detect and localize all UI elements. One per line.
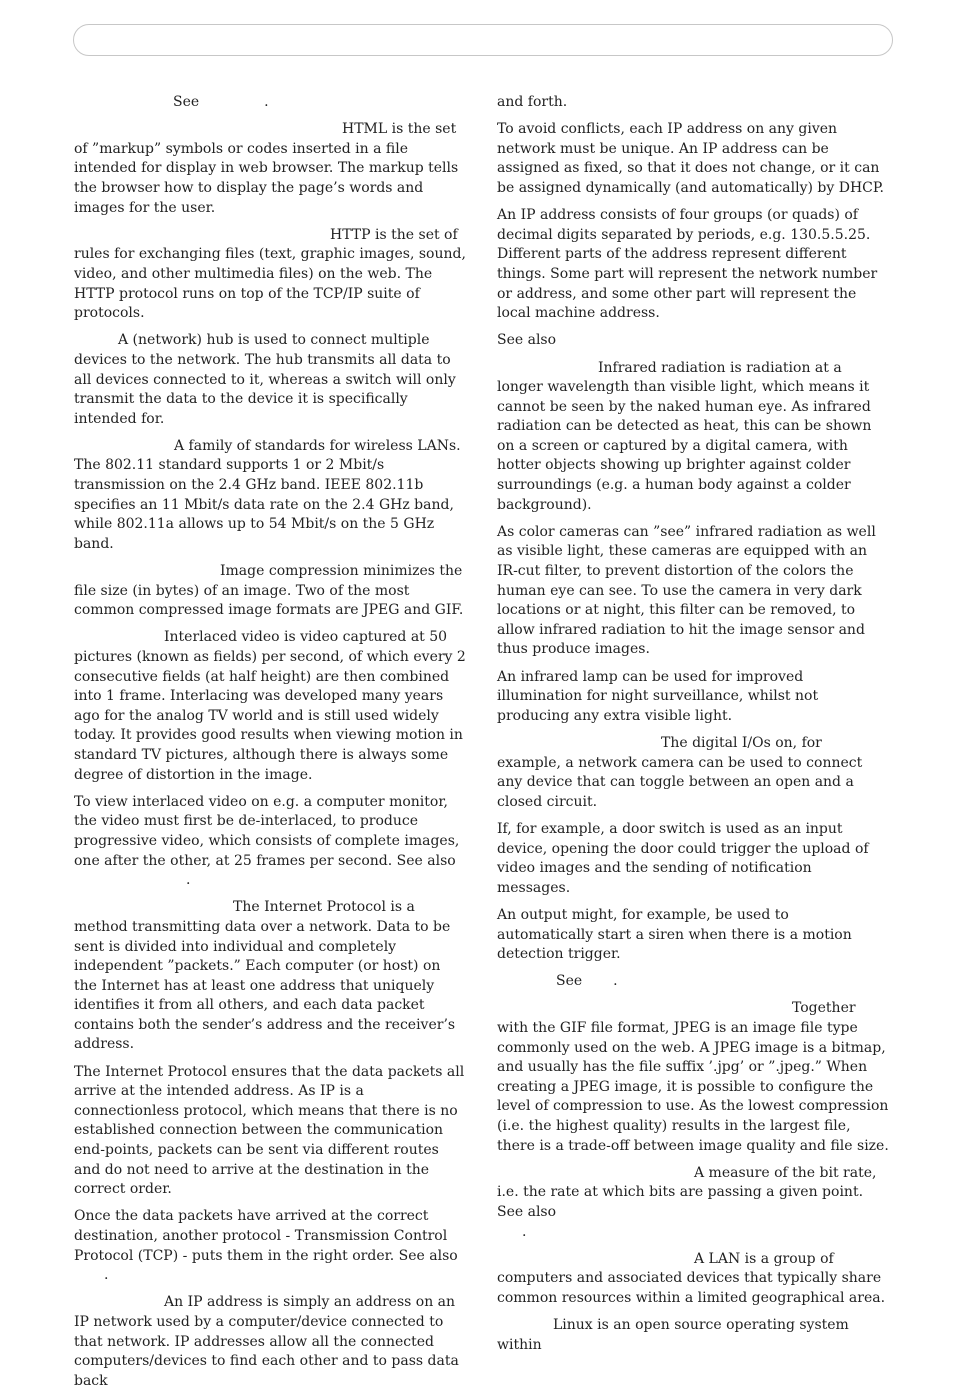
lan-definition: A LAN is a group of computers and associated devices that typically share common resources within a limited geographical area. [497,1250,886,1306]
page-header-bar [73,24,893,56]
paragraph-tcp [74,1207,466,1285]
deinterlacing-text: To view interlaced video on e.g. a computer monitor, the video must first be de-interlaced, to produce progressive video, which consists of complete images, one after the other, at 25 frames per second. See also [74,793,460,869]
ip-address-definition: An IP address is simply an address on an IP network used by a computer/device connected to that network. IP addresses allow all the connected computers/devices to find each other and to pass data back [74,1294,459,1389]
continuation-text: and forth. [497,94,568,110]
jpeg-definition: Together with the GIF file format, JPEG is an image file type commonly used on the web. A JPEG image is a bitmap, and usually has the file suffix ’.jpg’ or ”.jpeg.” When creating a JPEG image, it is possible to configure the level of compression to use. As the lowest compression (i.e. the highest quality) results in the largest file, there is a trade-off between image quality and file size. [497,1000,889,1154]
paragraph-hub [74,331,466,429]
kbit-definition: A measure of the bit rate, i.e. the rate at which bits are passing a given point. See also [497,1164,877,1220]
see-text: See [556,973,583,990]
ip-conflicts-text: To avoid conflicts, each IP address on any given network must be unique. An IP address can be assigned as fixed, so that it does not change, or it can be assigned dynamically (and automatically) by DHCP. [497,121,884,196]
paragraph-jpeg [497,999,889,1156]
paragraph-door-switch [497,820,889,898]
ip-definition: The Internet Protocol is a method transmitting data over a network. Data to be sent is divided into individual and completely independent ”packets.” Each computer (or host) on the Internet has at least one address that uniquely identifies it from all others, and each data packet contains both the sender’s address and the receiver’s address. [74,899,456,1053]
paragraph-siren [497,906,889,965]
paragraph-kbit [497,1164,889,1242]
paragraph-ip-delivery [74,1063,466,1200]
paragraph-deinterlacing [74,793,466,891]
paragraph-html [74,120,466,218]
hub-definition: A (network) hub is used to connect multiple devices to the network. The hub transmits all data to all devices connected to it, whereas a switch will only transmit the data to the device it is specifically intended for. [74,332,456,427]
paragraph-ip-address [74,1293,466,1391]
paragraph-infrared [497,359,889,516]
see-also-text: See also [497,332,557,349]
ir-cut-text: As color cameras can ”see” infrared radiation as well as visible light, these cameras are equipped with an IR-cut filter, to prevent distortion of the colors the human eye can see. To use the camera in very dark locations or at night, this filter can be removed, to allow infrared radiation to hit the image sensor and thus produce images. [497,523,876,658]
reference-end: . [186,872,191,889]
paragraph-ip-format [497,206,889,324]
right-column [497,93,889,1363]
see-text: See [173,94,200,110]
paragraph-ip [74,898,466,1055]
paragraph-interlacing [74,628,466,785]
paragraph-ieee [74,437,466,555]
html-definition: HTML is the set of ”markup” symbols or codes inserted in a file intended for display in web browser. The markup tells the browser how to display the page’s words and images for the user. [74,121,459,216]
http-definition: HTTP is the set of rules for exchanging files (text, graphic images, sound, video, and other multimedia files) on the web. The HTTP protocol runs on top of the TCP/IP suite of protocols. [74,226,466,322]
reference-end: . [522,1223,527,1240]
paragraph-image-compression [74,562,466,621]
paragraph-linux [497,1316,889,1355]
paragraph-ir-cut [497,523,889,660]
paragraph-see-reference-right [497,972,889,992]
interlacing-definition: Interlaced video is video captured at 50 pictures (known as fields) per second, of which every 2 consecutive fields (at half height) are then combined into 1 frame. Interlacing was developed many years ago for the analog TV world and is still used widely today. It provides good results when viewing motion in standard TV pictures, although there is always some degree of distortion in the image. [74,629,466,783]
paragraph-see-reference [74,93,466,113]
image-compression-definition: Image compression minimizes the file size (in bytes) of an image. Two of the most common compressed image formats are JPEG and GIF. [74,563,464,619]
tcp-text: Once the data packets have arrived at the correct destination, another protocol - Transmission Control Protocol (TCP) - puts them in the right order. See also [74,1208,458,1264]
paragraph-see-also [497,331,889,351]
siren-text: An output might, for example, be used to automatically start a siren when there is a motion detection trigger. [497,906,852,963]
door-switch-text: If, for example, a door switch is used as an input device, opening the door could trigger the upload of video images and the sending of notification messages. [497,820,869,896]
linux-definition: Linux is an open source operating system within [497,1317,849,1353]
paragraph-ir-lamp [497,668,889,727]
paragraph-lan [497,1250,889,1309]
reference-end: . [264,94,269,110]
ieee-definition: A family of standards for wireless LANs. The 802.11 standard supports 1 or 2 Mbit/s transmission on the 2.4 GHz band. IEEE 802.11b specifies an 11 Mbit/s data rate on the 2.4 GHz band, while 802.11a allows up to 54 Mbit/s on the 5 GHz band. [74,437,461,552]
ip-delivery-text: The Internet Protocol ensures that the data packets all arrive at the intended address. As IP is a connectionless protocol, which means that there is no established connection between the communication end-points, packets can be sent via different routes and do not need to arrive at the destination in the correct order. [74,1063,465,1198]
ir-lamp-text: An infrared lamp can be used for improved illumination for night surveillance, whilst not producing any extra visible light. [497,668,819,724]
paragraph-http [74,226,466,324]
reference-end: . [613,973,618,990]
paragraph-io-ports [497,734,889,812]
paragraph-and-forth [497,93,889,113]
left-column [74,93,466,1399]
paragraph-ip-conflicts [497,120,889,198]
ip-format-text: An IP address consists of four groups (or quads) of decimal digits separated by periods, e.g. 130.5.5.25. Different parts of the address represent different things. Some part will represent the network number or address, and some other part will represent the local machine address. [497,207,878,322]
io-ports-definition: The digital I/Os on, for example, a network camera can be used to connect any device that can toggle between an open and a closed circuit. [497,734,863,810]
infrared-definition: Infrared radiation is radiation at a longer wavelength than visible light, which means it cannot be seen by the naked human eye. As infrared radiation can be detected as heat, this can be shown on a screen or captured by a digital camera, with hotter objects showing up brighter against colder surroundings (e.g. a human body against a colder background). [497,359,872,513]
reference-end: . [104,1267,109,1284]
